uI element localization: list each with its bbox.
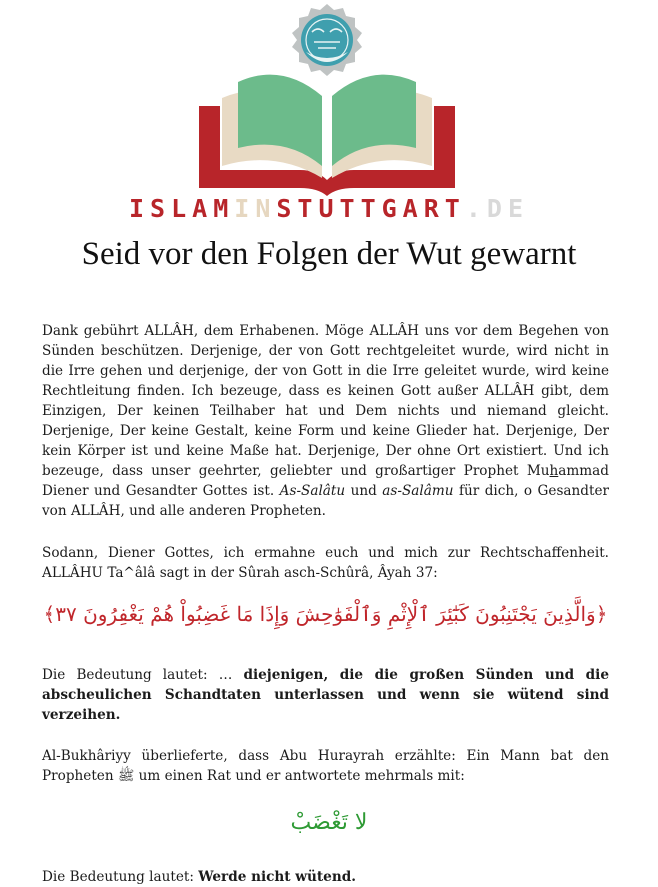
intro-text-a: Dank gebührt ALLÂH, dem Erhabenen. Möge ALLÂH uns vor dem Begehen von Sünden beschützen. Derjenige, der von Gott rechtgeleitet wurde, wird nicht in die Irre gehen und derjenige, der von Gott in die Irre geleitet wurde, wird keine Rechtleitung finden. Ich bezeuge, dass es keinen Gott außer ALLÂH gibt, dem Einzigen, Der keinen Teilhaber hat und Dem nichts und niemand gleicht. Derjenige, Der keine Gestalt, keine Form und keine Glieder hat. Derjenige, Der kein Körper ist und keine Maße hat. Derjenige, Der ohne Ort existiert. Und ich bezeuge, dass unser geehrter, geliebter und großartiger Prophet Mu [42,323,609,479]
honorific-glyph: ﷺ [117,768,135,784]
site-logo [0,0,658,230]
brand-part2: IN [234,194,277,223]
intro-text-c: und [345,483,383,499]
brand-part4: .DE [465,194,529,223]
seal-icon [292,4,362,76]
intro-text-b: ammad Diener und Gesandter Gottes ist. [42,463,609,499]
intro-paragraph [42,321,609,521]
hadith-arabic: لا تَغْضَبْ [290,810,368,835]
intro-text-d: für dich, o Gesandter von ALLÂH, und alle anderen Propheten. [42,483,609,519]
intro-text-h: h [549,463,559,479]
book-icon [199,75,455,196]
hadith-meaning-prefix: Die Bedeutung lautet: [42,869,199,885]
hadith-meaning-paragraph [42,867,609,887]
quran-verse: ﴿وَالَّذِينَ يَجْتَنِبُونَ كَبَٰٓئِرَ ٱلْإِثْمِ وَٱلْفَوَٰحِشَ وَإِذَا مَا غَضِبُواْ هُمْ يَغْفِرُونَ ٣٧﴾ [43,602,608,626]
hadith-intro-paragraph [42,746,609,786]
hadith-meaning-bold: Werde nicht wütend. [198,869,356,885]
hadith-intro-a: Al-Bukhâriyy überlieferte, dass Abu Hurayrah erzählte: Ein Mann bat den Propheten [42,748,609,784]
verse-meaning-bold: diejenigen, die die großen Sünden und die abscheulichen Schandtaten unterlassen und wenn sie wütend sind verzeihen. [42,667,609,723]
intro-italic-1: As-Salâtu [279,483,346,499]
verse-meaning-prefix: Die Bedeutung lautet: … [42,667,244,683]
page-title: Seid vor den Folgen der Wut gewarnt [81,236,577,272]
verse-meaning-paragraph [42,665,609,725]
brand-part3: STUTTGART [276,194,466,223]
brand-part1: ISLAM [129,194,235,223]
exhortation-paragraph: Sodann, Diener Gottes, ich ermahne euch und mich zur Rechtschaffenheit. ALLÂHU Ta^âlâ sagt in der Sûrah asch-Schûrâ, Âyah 37: [42,545,609,581]
svg-text:ISLAMINSTUTTGART.DE [129,194,529,223]
hadith-intro-b: um einen Rat und er antwortete mehrmals mit: [134,768,465,784]
intro-italic-2: as-Salâmu [382,483,454,499]
